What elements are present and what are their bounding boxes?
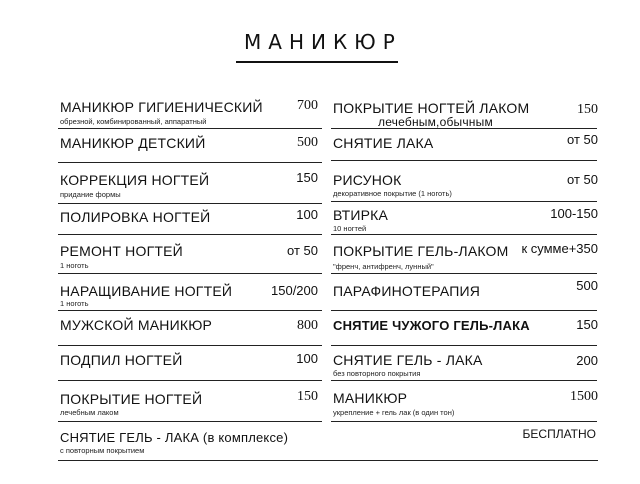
left-item-4-name: ПОЛИРОВКА НОГТЕЙ <box>60 209 211 225</box>
left-item-9-note: лечебным лаком <box>60 408 119 417</box>
page-title: МАНИКЮР <box>244 30 402 54</box>
right-item-1-note: лечебным,обычным <box>378 115 493 129</box>
row-divider <box>331 380 597 381</box>
right-item-8-note: без повторного покрытия <box>333 369 421 378</box>
row-divider <box>331 273 597 274</box>
row-divider <box>58 203 322 204</box>
row-divider <box>58 162 322 163</box>
right-item-6-name: ПАРАФИНОТЕРАПИЯ <box>333 283 481 299</box>
row-divider <box>58 421 322 422</box>
right-item-3-name: РИСУНОК <box>333 172 402 188</box>
right-item-3-note: декоративное покрытие (1 ноготь) <box>333 189 452 198</box>
right-item-3-price: от 50 <box>567 172 598 187</box>
left-item-8-price: 100 <box>296 351 318 366</box>
right-item-4-name: ВТИРКА <box>333 207 389 223</box>
right-item-8-name: СНЯТИЕ ГЕЛЬ - ЛАКА <box>333 352 483 368</box>
row-divider <box>331 421 597 422</box>
bottom-item-note: с повторным покрытием <box>60 446 145 455</box>
right-item-7-price: 150 <box>576 317 598 332</box>
row-divider <box>58 380 322 381</box>
bottom-item-price: БЕСПЛАТНО <box>522 427 596 441</box>
left-item-1-note: обрезной, комбинированный, аппаратный <box>60 117 207 126</box>
row-divider <box>331 310 597 311</box>
row-divider <box>58 128 322 129</box>
right-item-4-price: 100-150 <box>550 206 598 221</box>
right-item-2-name: СНЯТИЕ ЛАКА <box>333 135 434 151</box>
right-item-5-name: ПОКРЫТИЕ ГЕЛЬ-ЛАКОМ <box>333 243 509 259</box>
left-item-2-price: 500 <box>297 135 318 150</box>
left-item-6-price: 150/200 <box>271 283 318 298</box>
left-item-4-price: 100 <box>296 207 318 222</box>
left-item-8-name: ПОДПИЛ НОГТЕЙ <box>60 352 183 368</box>
title-underline <box>236 61 398 63</box>
right-item-2-price: от 50 <box>567 132 598 147</box>
right-item-9-name: МАНИКЮР <box>333 390 408 406</box>
bottom-item-name: СНЯТИЕ ГЕЛЬ - ЛАКА (в комплексе) <box>60 430 289 445</box>
left-item-6-note: 1 ноготь <box>60 299 89 308</box>
right-item-6-price: 500 <box>576 278 598 293</box>
right-item-1-name: ПОКРЫТИЕ НОГТЕЙ ЛАКОМ <box>333 100 530 116</box>
left-item-3-note: придание формы <box>60 190 121 199</box>
left-item-5-name: РЕМОНТ НОГТЕЙ <box>60 243 183 259</box>
right-item-1-price: 150 <box>577 102 598 117</box>
left-item-1-name: МАНИКЮР ГИГИЕНИЧЕСКИЙ <box>60 99 263 115</box>
right-item-9-price: 1500 <box>570 389 598 404</box>
left-item-6-name: НАРАЩИВАНИЕ НОГТЕЙ <box>60 283 233 299</box>
row-divider <box>58 460 598 461</box>
row-divider <box>331 160 597 161</box>
left-item-5-price: от 50 <box>287 243 318 258</box>
row-divider <box>58 310 322 311</box>
left-item-7-name: МУЖСКОЙ МАНИКЮР <box>60 317 213 333</box>
left-item-1-price: 700 <box>297 98 318 113</box>
row-divider <box>58 345 322 346</box>
right-item-5-price: к сумме+350 <box>521 241 598 256</box>
right-item-5-note: "френч, антифренч, лунный" <box>333 262 434 271</box>
row-divider <box>331 201 597 202</box>
right-item-4-note: 10 ногтей <box>333 224 367 233</box>
left-item-5-note: 1 ноготь <box>60 261 89 270</box>
left-item-3-price: 150 <box>296 170 318 185</box>
left-item-2-name: МАНИКЮР ДЕТСКИЙ <box>60 135 206 151</box>
left-item-7-price: 800 <box>297 318 318 333</box>
right-item-8-price: 200 <box>576 353 598 368</box>
left-item-3-name: КОРРЕКЦИЯ НОГТЕЙ <box>60 172 210 188</box>
row-divider <box>58 234 322 235</box>
row-divider <box>58 273 322 274</box>
right-item-9-note: укрепление + гель лак (в один тон) <box>333 408 455 417</box>
left-item-9-price: 150 <box>297 389 318 404</box>
right-item-7-name: СНЯТИЕ ЧУЖОГО ГЕЛЬ-ЛАКА <box>333 318 530 333</box>
left-item-9-name: ПОКРЫТИЕ НОГТЕЙ <box>60 391 203 407</box>
row-divider <box>331 128 597 129</box>
row-divider <box>331 234 597 235</box>
row-divider <box>331 345 597 346</box>
